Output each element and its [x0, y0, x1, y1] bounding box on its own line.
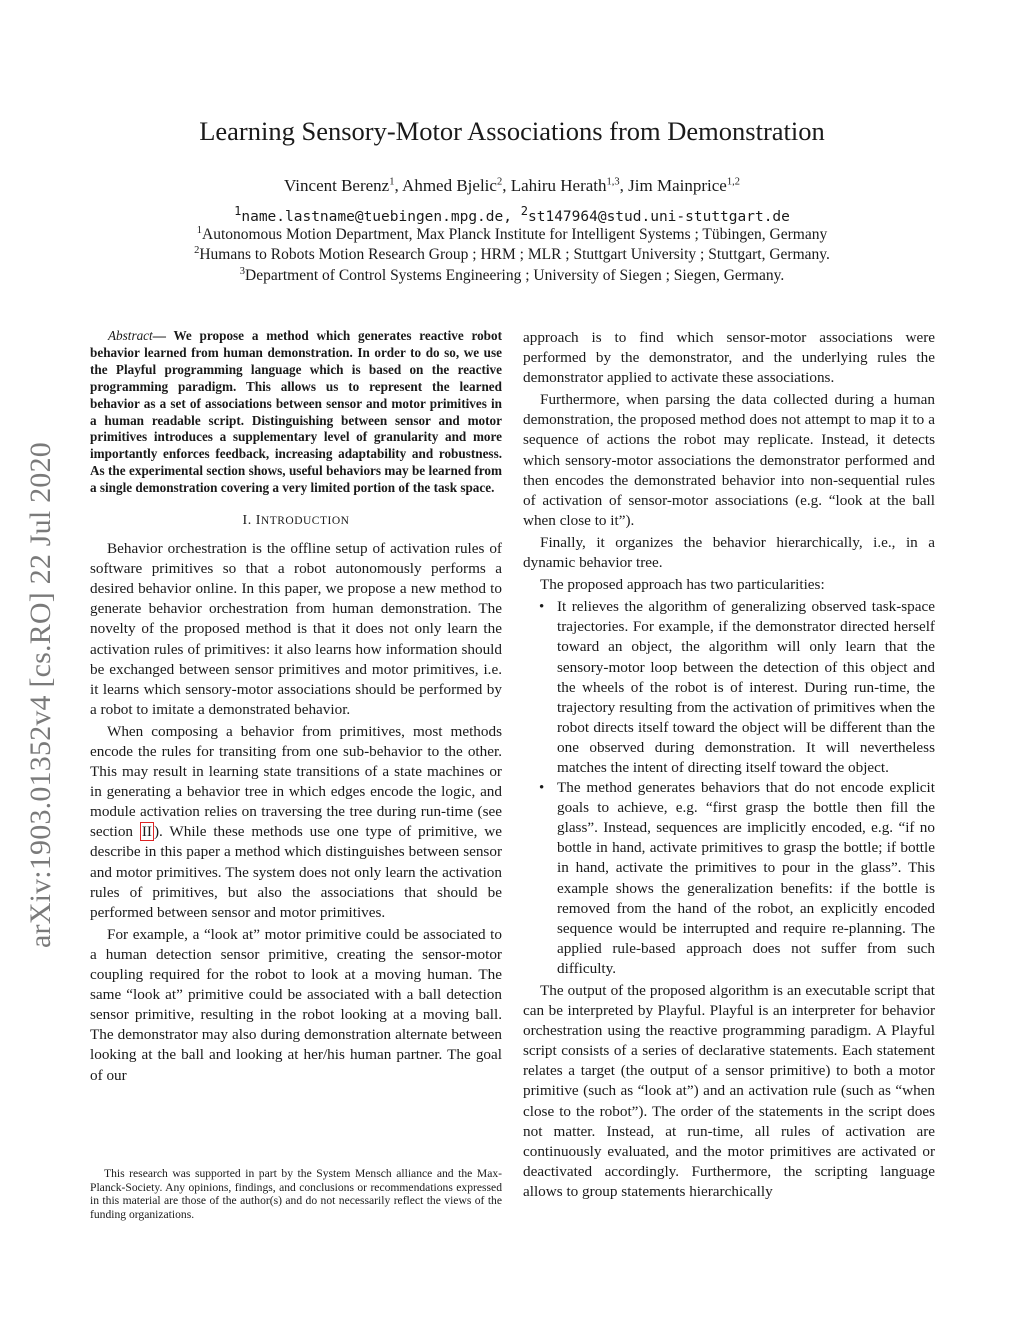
affiliation-text: Autonomous Motion Department, Max Planck Institute for Intelligent Systems ; Tübingen, Germany	[202, 226, 828, 244]
affiliation-line	[0, 245, 1024, 264]
arxiv-identifier: arXiv:1903.01352v4 [cs.RO] 22 Jul 2020	[24, 442, 57, 948]
body-paragraph: approach is to find which sensor-motor associations were performed by the demonstrator, and the underlying rules the demonstrator applied to activate these associations.	[523, 329, 935, 387]
section-title-rest: NTRODUCTION	[260, 515, 350, 528]
paper-title: Learning Sensory-Motor Associations from Demonstration	[199, 116, 825, 146]
right-column	[523, 328, 935, 1204]
author-name: Ahmed Bjelic	[402, 176, 497, 195]
abstract-label: Abstract	[108, 328, 153, 343]
list-item-text: It relieves the algorithm of generalizing observed task-space trajectories. For example, if the demonstrator directed herself toward an object, the algorithm will only learn that the sensory-motor loop between the detection of this object and the wheels of the robot is of interest. During run-time, the trajectory resulting from the activation of primitives when the robot directs itself toward the object will be different than the one observed during demonstration. It will nevertheless matches the intent of directing itself toward the object.	[557, 598, 935, 776]
left-column	[90, 328, 502, 1088]
body-paragraph: Finally, it organizes the behavior hierarchically, i.e., in a dynamic behavior tree.	[523, 533, 935, 572]
author-name: Lahiru Herath	[510, 176, 607, 195]
list-item	[523, 778, 935, 979]
body-paragraph: Behavior orchestration is the offline setup of activation rules of software primitives so that a robot autonomously performs a desired behavior online. In this paper, we propose a new method to generate behavior orchestration from human demonstration. The novelty of the proposed method is that it does not only learn the activation rules of primitives: it also learns how information should be exchanged between sensor primitives and motor primitives, i.e. it learns which sensory-motor associations should be performed by a robot to imitate a demonstrated behavior.	[90, 540, 502, 718]
list-item-text: The method generates behaviors that do not encode explicit goals to achieve, e.g. “first grasp the bottle then fill the glass”. Instead, sequences are implicitly encoded, e.g. “if no bottle in hand, activate primitives to grasp the bottle; if bottle in hand, activate the primitives to pour in the glass”. This example shows the generalization benefits: if the bottle is removed from the hand of the robot, an explicitly encoded sequence would be interrupted and require re-planning. The applied rule-based approach does not suffer from such difficulty.	[557, 779, 935, 977]
author-emails	[0, 204, 1024, 225]
affiliation-line	[0, 225, 1024, 244]
section-initial: I	[255, 513, 261, 529]
list-item	[523, 597, 935, 778]
author-affiliation-mark: 1,3	[606, 176, 620, 188]
body-paragraph: Furthermore, when parsing the data collected during a human demonstration, the proposed method does not attempt to map it to a sequence of actions the robot may replicate. Instead, it detects which sensory-motor associations the demonstrator performed and then encodes the demonstrated behavior into non-sequential rules of activation of sensor-motor associations (e.g. “look at the ball when close to it”).	[523, 391, 935, 529]
footnote: This research was supported in part by the System Mensch alliance and the Max-Planck-Society. Any opinions, findings, and conclusions or recommendations expressed in this material are those of the author(s) and do not necessarily reflect the views of the funding organizations.	[90, 1167, 502, 1222]
bullet-icon: •	[539, 599, 545, 616]
abstract-dash: —	[152, 328, 174, 343]
author-name: Vincent Berenz	[284, 176, 390, 195]
affiliation-mark: 1	[196, 225, 202, 236]
section-reference-link[interactable]: II	[141, 823, 152, 841]
author-list: Vincent Berenz$^1$, Ahmed Bjelic$^2$, Lahiru Herath$^{1,3}$, Jim Mainprice$^{1,2}$	[284, 176, 740, 195]
bullet-list	[523, 597, 935, 979]
affiliation-text: Humans to Robots Motion Research Group ; HRM ; MLR ; Stuttgart University ; Stuttgart, Germany.	[199, 246, 830, 264]
email-mark: 1	[234, 204, 242, 218]
bullet-icon: •	[539, 780, 545, 797]
email-mark: 2	[520, 204, 528, 218]
section-heading	[90, 513, 502, 529]
affiliation-line	[0, 266, 1024, 285]
email-address: name.lastname@tuebingen.mpg.de,	[241, 208, 512, 225]
author-affiliation-mark: 1,2	[726, 176, 740, 188]
affiliation-mark: 2	[194, 245, 200, 256]
paragraph-text: ). While these methods use one type of primitive, we describe in this paper a method which distinguishes between sensor and motor primitives. The system does not only learn the activation rules of primitives, but also the associations that should be performed between sensor and motor primitives.	[90, 823, 502, 921]
author-affiliation-mark: 1	[389, 176, 395, 188]
affiliation-text: Department of Control Systems Engineering ; University of Siegen ; Siegen, Germany.	[245, 267, 785, 285]
author-affiliation-mark: 2	[496, 176, 503, 188]
body-paragraph: The proposed approach has two particularities:	[540, 576, 825, 594]
affiliation-mark: 3	[239, 266, 245, 277]
abstract	[90, 328, 502, 497]
paragraph-text: When composing a behavior from primitives, most methods encode the rules for transiting from one sub-behavior to the other. This may result in learning state transitions of a state machines or in generating a behavior tree in which edges encode the logic, and module activation relies on traversing the tree during run-time (see section	[90, 722, 502, 841]
body-paragraph	[90, 722, 502, 923]
body-paragraph: For example, a “look at” motor primitive could be associated to a human detection sensor primitive, creating the sensor-motor coupling required for the robot to look at a moving human. The same “look at” primitive could be associated with a ball detection sensor primitive, resulting in the robot looking at a moving ball. The demonstrator may also during demonstration alternate between looking at the ball and looking at her/his human partner. The goal of our	[90, 925, 502, 1084]
body-paragraph: The output of the proposed algorithm is an executable script that can be interpreted by Playful. Playful is an interpreter for behavior orchestration using the reactive programming paradigm. A Playful script consists of a series of declarative statements. Each statement relates a target (the output of a sensor primitive) to both a motor primitive (such as “look at”) and an activation rule (such as “when close to the robot”). The order of the statements in the script does not matter. Instead, at run-time, all rules of activation are continuously evaluated, and the motor primitives are activated or deactivated accordingly. Furthermore, the scripting language allows to group statements hierarchically	[523, 982, 935, 1200]
abstract-text: We propose a method which generates reactive robot behavior learned from human demonstration. In order to do so, we use the Playful programming language which is based on the reactive programming paradigm. This allows us to represent the learned behavior as a set of associations between sensor and motor primitives in a human readable script. Distinguishing between sensor and motor primitives introduces a supplementary level of granularity and more importantly enforces feedback, increasing adaptability and robustness. As the experimental section shows, useful behaviors may be learned from a single demonstration covering a very limited portion of the task space.	[90, 328, 502, 496]
email-address: st147964@stud.uni-stuttgart.de	[528, 208, 790, 225]
author-name: Jim Mainprice	[628, 176, 727, 195]
section-number: I.	[242, 513, 256, 529]
